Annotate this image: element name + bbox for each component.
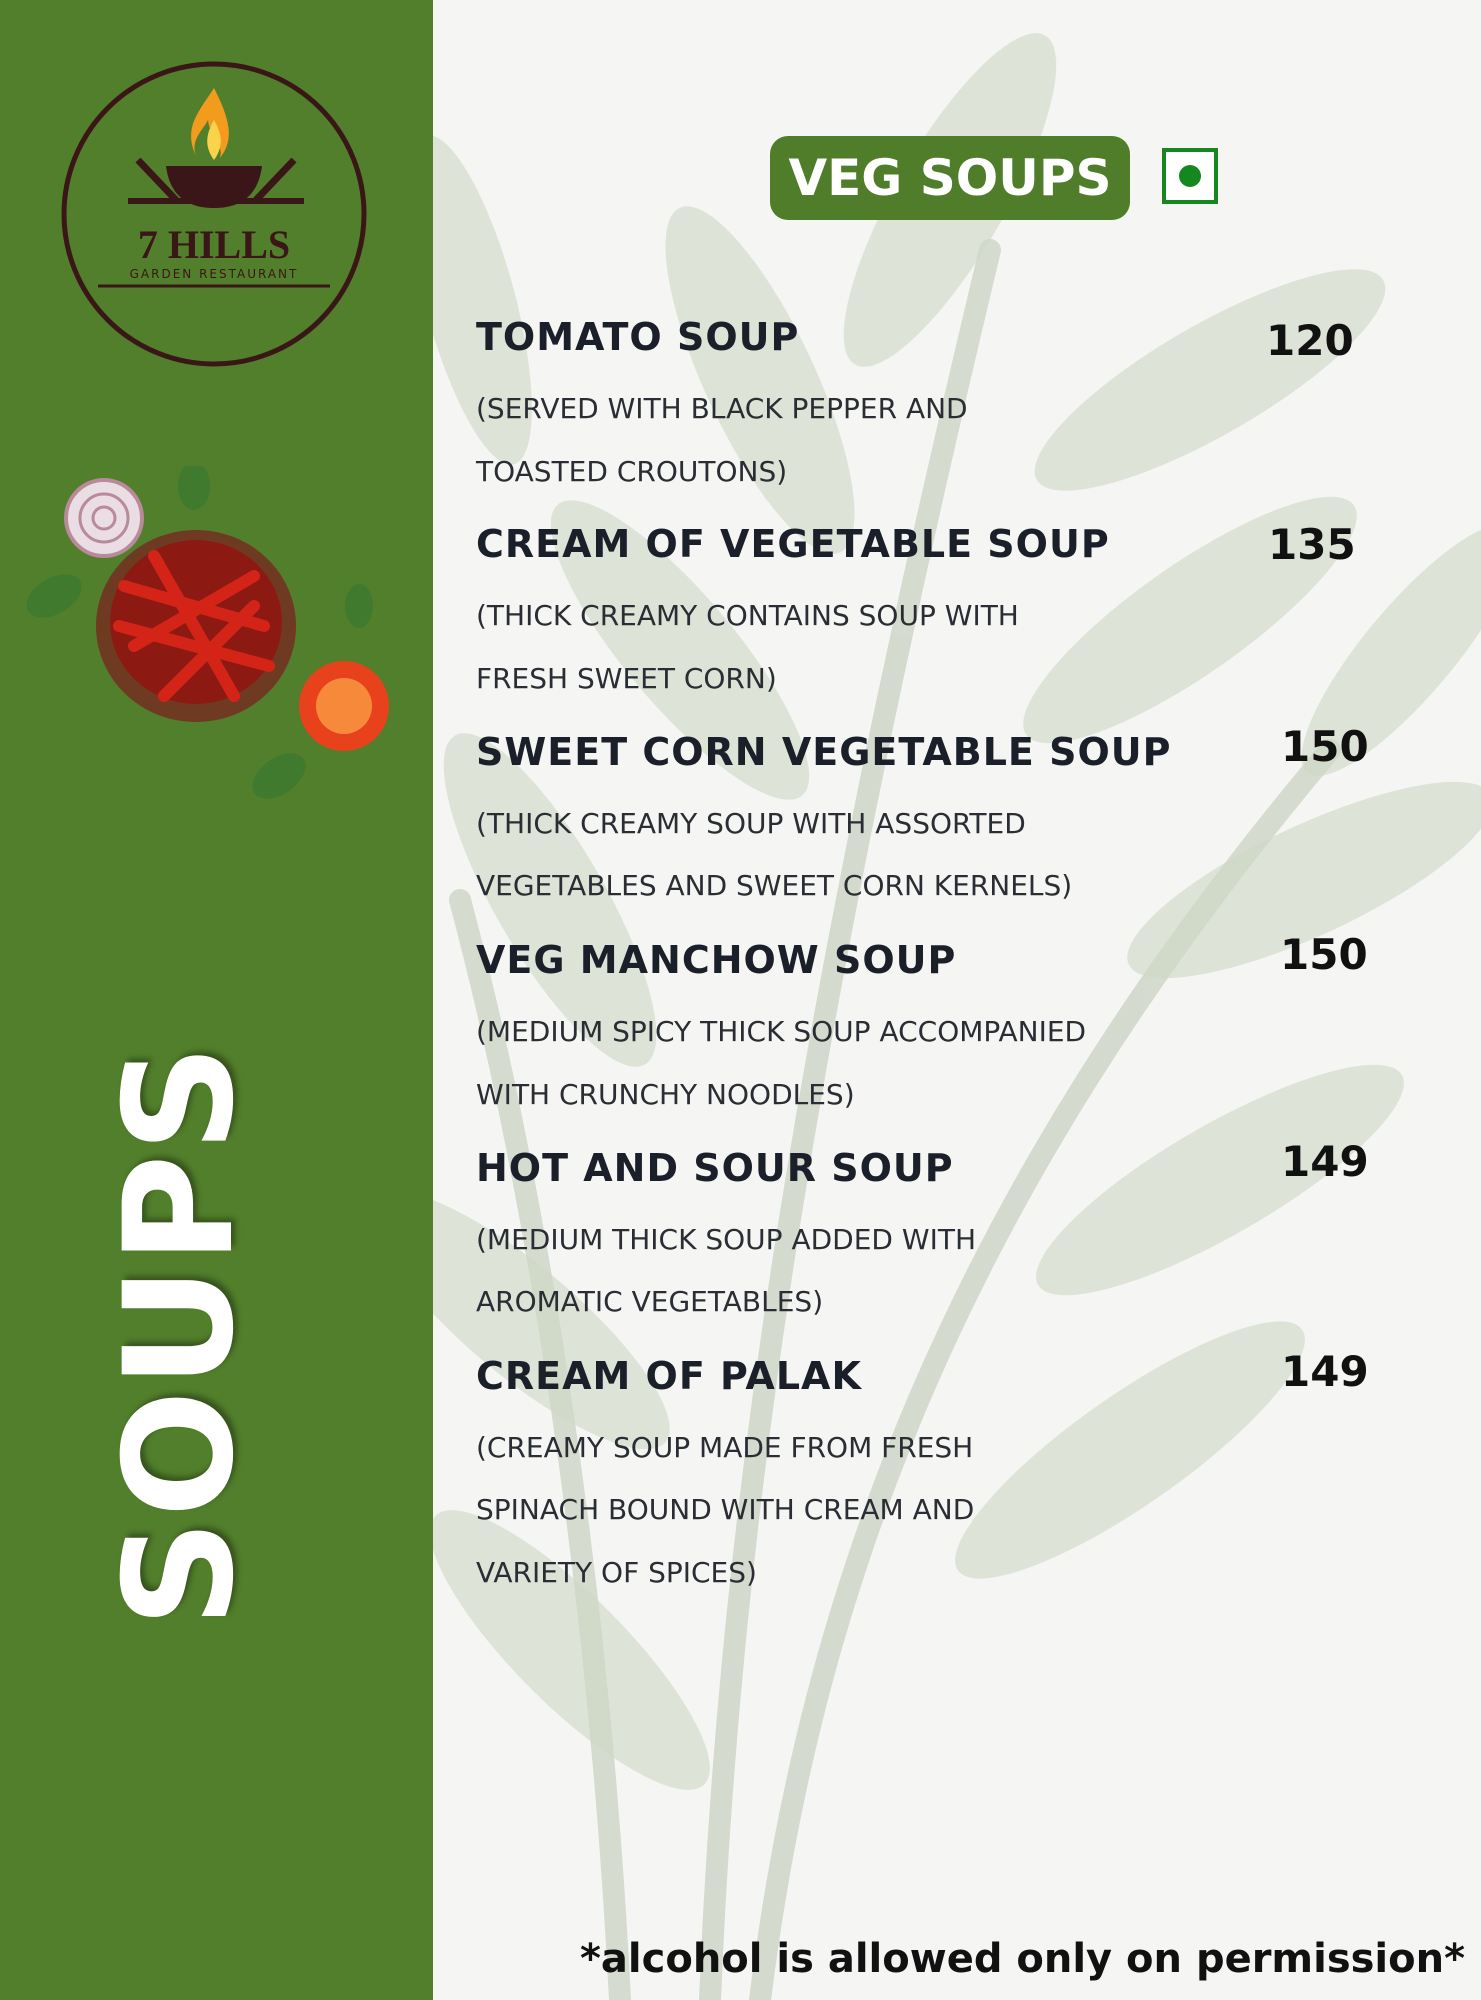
section-title-badge: VEG SOUPS — [770, 136, 1130, 220]
menu-item-description: (MEDIUM THICK SOUP ADDED WITH — [476, 1223, 976, 1256]
menu-item-name: CREAM OF PALAK — [476, 1354, 862, 1398]
menu-item-description: (THICK CREAMY SOUP WITH ASSORTED — [476, 807, 1026, 840]
menu-item-description: AROMATIC VEGETABLES) — [476, 1285, 824, 1318]
menu-item-price: 120 — [1266, 316, 1354, 365]
menu-item-name: CREAM OF VEGETABLE SOUP — [476, 522, 1110, 566]
menu-item-price: 149 — [1281, 1137, 1369, 1186]
menu-item-price: 150 — [1281, 722, 1369, 771]
logo-tagline: GARDEN RESTAURANT — [129, 267, 299, 281]
menu-item-description: VEGETABLES AND SWEET CORN KERNELS) — [476, 869, 1073, 902]
menu-item-description: TOASTED CROUTONS) — [476, 455, 788, 488]
logo-name: 7 HILLS — [137, 222, 291, 267]
menu-item-description: VARIETY OF SPICES) — [476, 1556, 757, 1589]
menu-item-description: (SERVED WITH BLACK PEPPER AND — [476, 392, 968, 425]
green-sidebar — [0, 0, 433, 2000]
chili-bowl-illustration — [14, 466, 414, 816]
menu-item-description: FRESH SWEET CORN) — [476, 662, 777, 695]
leaf-background-illustration — [430, 0, 1481, 2000]
menu-item-description: SPINACH BOUND WITH CREAM AND — [476, 1493, 975, 1526]
menu-item-description: (MEDIUM SPICY THICK SOUP ACCOMPANIED — [476, 1015, 1087, 1048]
menu-item-description: (CREAMY SOUP MADE FROM FRESH — [476, 1431, 974, 1464]
vertical-title-text: SOUPS — [93, 1042, 267, 1628]
menu-item-price: 135 — [1268, 520, 1356, 569]
menu-item-price: 150 — [1280, 930, 1368, 979]
menu-item-price: 149 — [1281, 1347, 1369, 1396]
menu-item-description: WITH CRUNCHY NOODLES) — [476, 1078, 855, 1111]
menu-item-name: HOT AND SOUR SOUP — [476, 1146, 954, 1190]
alcohol-policy-note: *alcohol is allowed only on permission* — [580, 1936, 1466, 1982]
restaurant-logo — [58, 58, 370, 370]
vertical-section-title — [55, 1042, 305, 1628]
menu-item-name: TOMATO SOUP — [476, 315, 800, 359]
menu-item-description: (THICK CREAMY CONTAINS SOUP WITH — [476, 599, 1019, 632]
menu-item-name: VEG MANCHOW SOUP — [476, 938, 957, 982]
veg-mark-icon — [1162, 148, 1218, 204]
menu-item-name: SWEET CORN VEGETABLE SOUP — [476, 730, 1172, 774]
